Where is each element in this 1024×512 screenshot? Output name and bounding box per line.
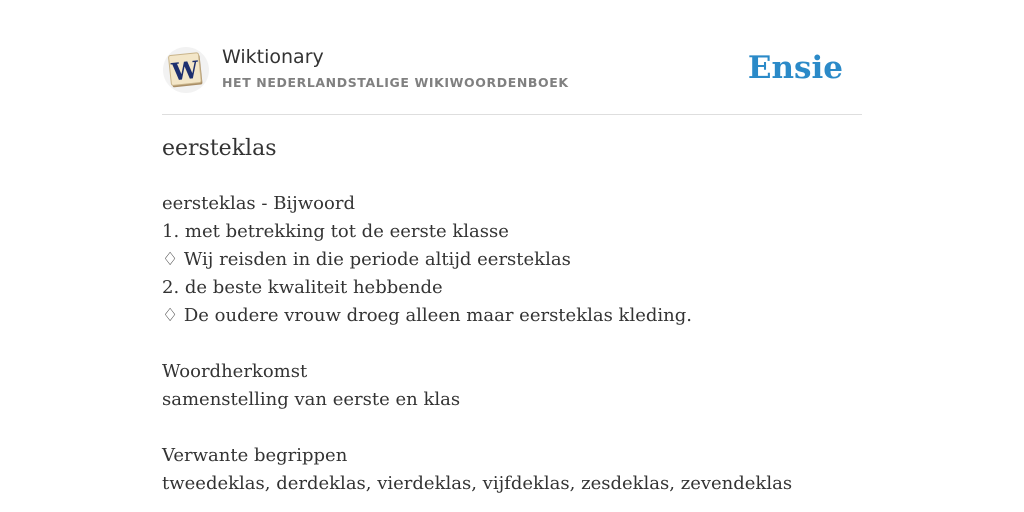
entry-content xyxy=(162,190,862,498)
example-1: ♢ Wij reisden in die periode altijd eersteklas xyxy=(162,249,571,270)
etymology-heading: Woordherkomst xyxy=(162,361,308,382)
sense-2: 2. de beste kwaliteit hebbende xyxy=(162,277,443,298)
definition-header: eersteklas - Bijwoord xyxy=(162,193,355,214)
related-terms: tweedeklas, derdeklas, vierdeklas, vijfdeklas, zesdeklas, zevendeklas xyxy=(162,473,793,494)
page-title: eersteklas xyxy=(162,136,277,161)
spacer xyxy=(162,330,862,358)
related-heading: Verwante begrippen xyxy=(162,445,348,466)
site-tagline: HET NEDERLANDSTALIGE WIKIWOORDENBOEK xyxy=(222,75,569,90)
example-2: ♢ De oudere vrouw droeg alleen maar eersteklas kleding. xyxy=(162,305,692,326)
logo-letter: W xyxy=(170,54,200,87)
etymology-text: samenstelling van eerste en klas xyxy=(162,389,461,410)
site-header xyxy=(162,44,862,115)
brand-logo[interactable]: Ensie xyxy=(747,50,843,86)
spacer xyxy=(162,414,862,442)
site-name[interactable]: Wiktionary xyxy=(222,46,324,68)
sense-1: 1. met betrekking tot de eerste klasse xyxy=(162,221,509,242)
wiktionary-logo-icon[interactable] xyxy=(162,46,210,94)
